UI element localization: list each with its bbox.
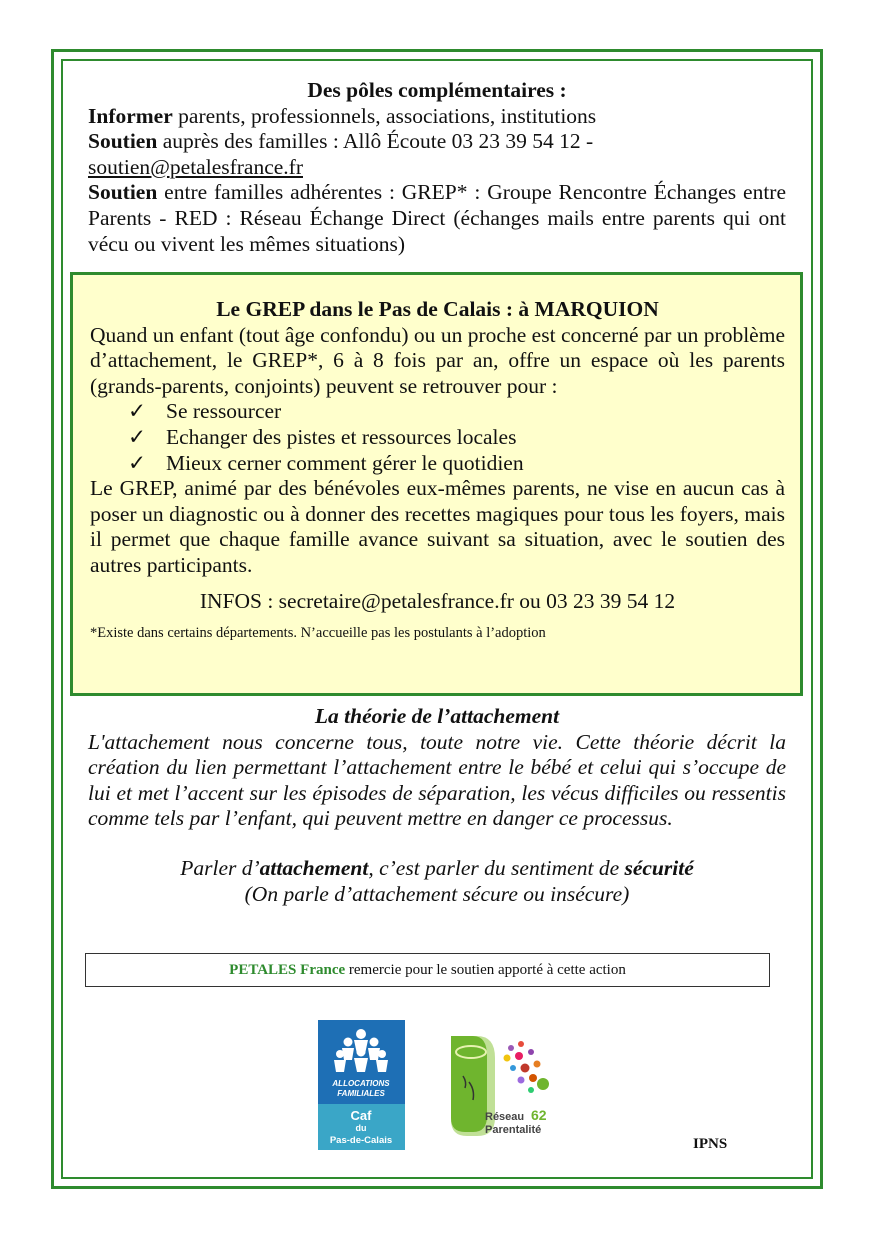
- grep-intro: Quand un enfant (tout âge confondu) ou un proche est concerné par un problème d’attachement, le GREP*, 6 à 8 fois par an, offre un espace où les parents (grands-parents, conjoints) peuvent se retrouver pour :: [90, 322, 785, 398]
- reseau-text-1: Réseau: [485, 1111, 525, 1123]
- poles-section: [88, 78, 786, 257]
- theory-note: (On parle d’attachement sécure ou insécure): [244, 881, 630, 906]
- list-item: ✓ Se ressourcer: [128, 399, 282, 424]
- poles-informer: Informer parents, professionnels, associations, institutions: [88, 103, 597, 128]
- caf-text-3: Caf: [350, 1108, 372, 1123]
- reseau-text-num: 62: [531, 1107, 547, 1123]
- caf-text-5: Pas-de-Calais: [329, 1135, 393, 1146]
- grep-footnote: *Existe dans certains départements. N’accueille pas les postulants à l’adoption: [90, 625, 546, 642]
- theory-title: La théorie de l’attachement: [314, 704, 560, 728]
- reseau-text-2: Parentalité: [485, 1124, 542, 1136]
- grep-title: Le GREP dans le Pas de Calais : à MARQUION: [216, 297, 659, 321]
- grep-box: [70, 272, 803, 696]
- theory-section: [88, 704, 786, 907]
- poles-soutien-ecoute: Soutien auprès des familles : Allô Écoute 03 23 39 54 12 -: [88, 129, 594, 154]
- brand-name: PETALES France: [229, 962, 346, 978]
- checkmark-icon: ✓: [128, 424, 147, 449]
- grep-body: Le GREP, animé par des bénévoles eux-mêmes parents, ne vise en aucun cas à poser un diagnostic ou à donner des recettes magiques pour tous les foyers, mais il permet que chaque famille avance suivant sa situation, avec le soutien des autres participants.: [90, 476, 785, 577]
- caf-logo-icon: [318, 1020, 405, 1150]
- caf-text-4: du: [355, 1123, 367, 1133]
- grep-checklist: [90, 399, 785, 476]
- poles-soutien-familles: Soutien entre familles adhérentes : GREP* : Groupe Rencontre Échanges entre Parents - RED : Réseau Échange Direct (échanges mails entre parents qui ont vécu ou vivent les mêmes situations): [88, 180, 786, 256]
- list-item: ✓ Echanger des pistes et ressources locales: [128, 424, 517, 449]
- caf-text-1: ALLOCATIONS: [332, 1079, 390, 1088]
- reseau-logo-icon: [445, 1032, 555, 1140]
- thanks-box: PETALES France remercie pour le soutien apporté à cette action: [85, 953, 770, 987]
- ipns-label: IPNS: [693, 1136, 728, 1152]
- checkmark-icon: ✓: [128, 399, 147, 424]
- soutien-email-link[interactable]: soutien@petalesfrance.fr: [88, 154, 303, 179]
- caf-text-2: FAMILIALES: [337, 1089, 385, 1098]
- poles-soutien-email-line: [88, 155, 786, 181]
- caf-logo: [318, 1020, 405, 1150]
- checkmark-icon: ✓: [128, 450, 147, 475]
- list-item: ✓ Mieux cerner comment gérer le quotidien: [128, 450, 524, 475]
- reseau-parentalite-logo: [445, 1032, 555, 1140]
- theory-body: L'attachement nous concerne tous, toute notre vie. Cette théorie décrit la création du lien permettant l’attachement entre le bébé et celui qui s’occupe de lui et met l’accent sur les épisodes de séparation, les vécus difficiles ou ressentis comme tels par l’enfant, qui peuvent mettre en danger ce processus.: [88, 729, 786, 831]
- poles-title: Des pôles complémentaires :: [307, 78, 567, 102]
- theory-quote: Parler d’attachement, c’est parler du sentiment de sécurité: [180, 855, 694, 880]
- grep-infos: INFOS : secretaire@petalesfrance.fr ou 03 23 39 54 12: [199, 588, 676, 613]
